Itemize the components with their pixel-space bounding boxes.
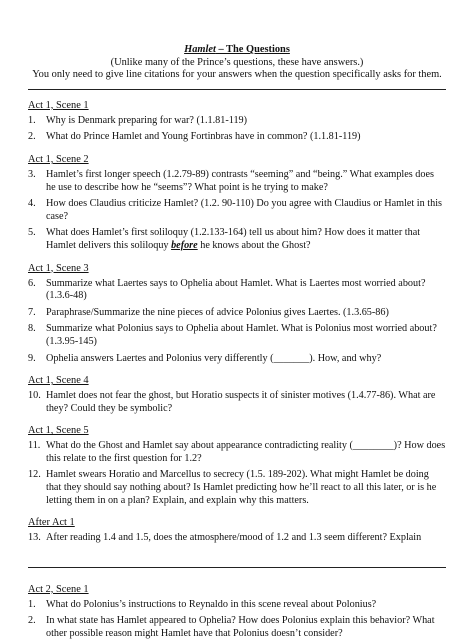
question-text: [46, 227, 446, 252]
subtitle: (Unlike many of the Prince’s questions, these have answers.): [110, 56, 364, 68]
question-text: How does Claudius criticize Hamlet? (1.2. 90-110) Do you agree with Claudius or Hamlet in this case?: [46, 198, 442, 222]
emphasis-word: before: [171, 239, 198, 251]
question-number: 1.: [28, 598, 36, 610]
section-heading: Act 1, Scene 2: [28, 153, 89, 165]
question-item: [28, 440, 446, 465]
question-item: [28, 599, 446, 612]
question-text: Hamlet swears Horatio and Marcellus to secrecy (1.5. 189-202). What might Hamlet be doing that they should say nothing about? Is Hamlet predicting how he’ll react to all this later, or is he letting them in on a plan? Explain, and explain why this matters.: [46, 469, 437, 506]
question-number: 5.: [28, 227, 36, 239]
question-text-part: What does Hamlet’s first soliloquy (1.2.133-164) tell us about him? How does it matter that Hamlet delivers this soliloquy: [46, 227, 421, 251]
title-italic: Hamlet: [184, 44, 216, 55]
section-heading: Act 1, Scene 1: [28, 99, 89, 111]
question-item: [28, 469, 446, 507]
question-number: 13.: [28, 532, 41, 544]
question-item: [28, 532, 446, 545]
question-text: Ophelia answers Laertes and Polonius very differently (_______). How, and why?: [46, 352, 382, 364]
question-item: [28, 390, 446, 415]
question-text: Why is Denmark preparing for war? (1.1.81-119): [46, 114, 248, 126]
section-heading: Act 2, Scene 1: [28, 583, 89, 595]
question-item: [28, 278, 446, 303]
instruction: You only need to give line citations for your answers when the question specifically asks for them.: [32, 69, 442, 81]
section: [28, 100, 446, 144]
section-heading: Act 1, Scene 4: [28, 375, 89, 387]
section-heading: Act 1, Scene 3: [28, 262, 89, 274]
question-text: Summarize what Polonius says to Ophelia about Hamlet. What is Polonius most worried about? (1.3.95-145): [46, 323, 437, 347]
act-divider: [28, 567, 446, 568]
section-heading: Act 1, Scene 5: [28, 425, 89, 437]
section-heading: After Act 1: [28, 517, 75, 529]
question-number: 12.: [28, 469, 41, 481]
question-number: 3.: [28, 168, 36, 180]
question-text: What do the Ghost and Hamlet say about appearance contradicting reality (________)? How does this relate to the first question for 1.2?: [46, 440, 446, 464]
question-text: In what state has Hamlet appeared to Ophelia? How does Polonius explain this behavior? What other possible reason might Hamlet have that Polonius doesn’t consider?: [46, 615, 435, 640]
question-text: Hamlet’s first longer speech (1.2.79-89) contrasts “seeming” and “being.” What examples does he use to describe how he “seems”? What point is he trying to make?: [46, 168, 434, 193]
question-number: 8.: [28, 323, 36, 335]
question-item: [28, 353, 446, 366]
title-rest: – The Questions: [215, 44, 290, 55]
question-number: 1.: [28, 114, 36, 126]
question-number: 11.: [28, 440, 41, 452]
question-text: After reading 1.4 and 1.5, does the atmosphere/mood of 1.2 and 1.3 seem different? Explain: [46, 532, 422, 544]
question-item: [28, 615, 446, 640]
section: [28, 584, 446, 641]
question-text-part: he knows about the Ghost?: [197, 239, 311, 251]
question-text: Hamlet does not fear the ghost, but Horatio suspects it of sinister motives (1.4.77-86). What are they? Could they be symbolic?: [46, 390, 436, 414]
question-text: Summarize what Laertes says to Ophelia about Hamlet. What is Laertes most worried about? (1.3.6-48): [46, 277, 426, 302]
question-item: [28, 131, 446, 144]
question-item: [28, 115, 446, 128]
question-number: 10.: [28, 390, 41, 402]
section: [28, 517, 446, 545]
question-text: What do Prince Hamlet and Young Fortinbras have in common? (1.1.81-119): [46, 131, 361, 143]
question-item: [28, 323, 446, 348]
question-number: 2.: [28, 131, 36, 143]
question-number: 9.: [28, 352, 36, 364]
question-item: [28, 227, 446, 252]
section: [28, 425, 446, 507]
header-divider: [28, 89, 446, 90]
question-item: [28, 307, 446, 320]
page-title: [28, 44, 446, 57]
question-number: 4.: [28, 198, 36, 210]
question-item: [28, 169, 446, 194]
question-item: [28, 198, 446, 223]
section: [28, 375, 446, 415]
question-number: 6.: [28, 277, 36, 289]
document-header: [28, 44, 446, 82]
question-number: 2.: [28, 615, 36, 627]
sections-container: [28, 100, 446, 641]
section: [28, 263, 446, 366]
question-number: 7.: [28, 306, 36, 318]
question-text: What do Polonius’s instructions to Reynaldo in this scene reveal about Polonius?: [46, 598, 377, 610]
question-text: Paraphrase/Summarize the nine pieces of advice Polonius gives Laertes. (1.3.65-86): [46, 306, 389, 318]
section: [28, 154, 446, 253]
